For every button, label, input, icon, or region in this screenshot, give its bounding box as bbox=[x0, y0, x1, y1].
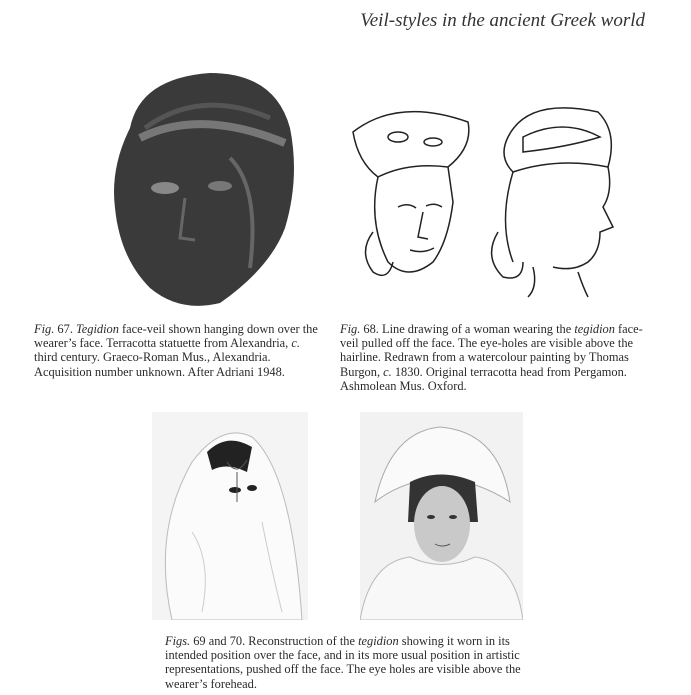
caption-label: Figs. bbox=[165, 634, 191, 648]
caption-circa: c. bbox=[383, 364, 392, 379]
caption-label: Fig. bbox=[340, 322, 361, 336]
caption-term: tegidion bbox=[358, 634, 399, 648]
figure-67-terracotta-statuette bbox=[100, 68, 305, 313]
caption-term: Tegidion bbox=[76, 322, 119, 336]
figure-68-line-drawings bbox=[338, 92, 643, 302]
figure-70-photo-veil-pushed-back bbox=[360, 412, 523, 620]
figures-69-70-caption bbox=[165, 634, 535, 691]
running-header: Veil-styles in the ancient Greek world bbox=[360, 10, 645, 31]
caption-text: face-veil shown hanging down over the wearer’s face. Terracotta statuette from Alexandria, bbox=[34, 322, 318, 351]
caption-number: 69 and 70. Reconstruction of the bbox=[190, 634, 359, 648]
caption-circa: c. bbox=[291, 336, 300, 351]
caption-number: 68. Line drawing of a woman wearing the bbox=[360, 322, 575, 336]
caption-text: face-veil pulled off the face. The eye-holes are visible above the hairline. Redrawn from a watercolour painting by Thomas Burgon, bbox=[340, 322, 643, 379]
caption-number: 67. bbox=[57, 322, 73, 336]
figure-67-caption bbox=[34, 322, 324, 379]
caption-text: showing it worn in its intended position over the face, and in its more usual position in artistic representations, pushed off the face. The eye holes are visible above the wearer’s forehead. bbox=[165, 634, 521, 691]
figure-69-photo-veil-over-face bbox=[152, 412, 308, 620]
figure-68-caption bbox=[340, 322, 650, 393]
caption-text: third century. Graeco-Roman Mus., Alexandria. Acquisition number unknown. After Adriani 1948. bbox=[34, 350, 285, 379]
caption-term: tegidion bbox=[574, 322, 615, 336]
caption-label: Fig. bbox=[34, 322, 55, 336]
caption-text: 1830. Original terracotta head from Pergamon. Ashmolean Mus. Oxford. bbox=[340, 364, 627, 393]
